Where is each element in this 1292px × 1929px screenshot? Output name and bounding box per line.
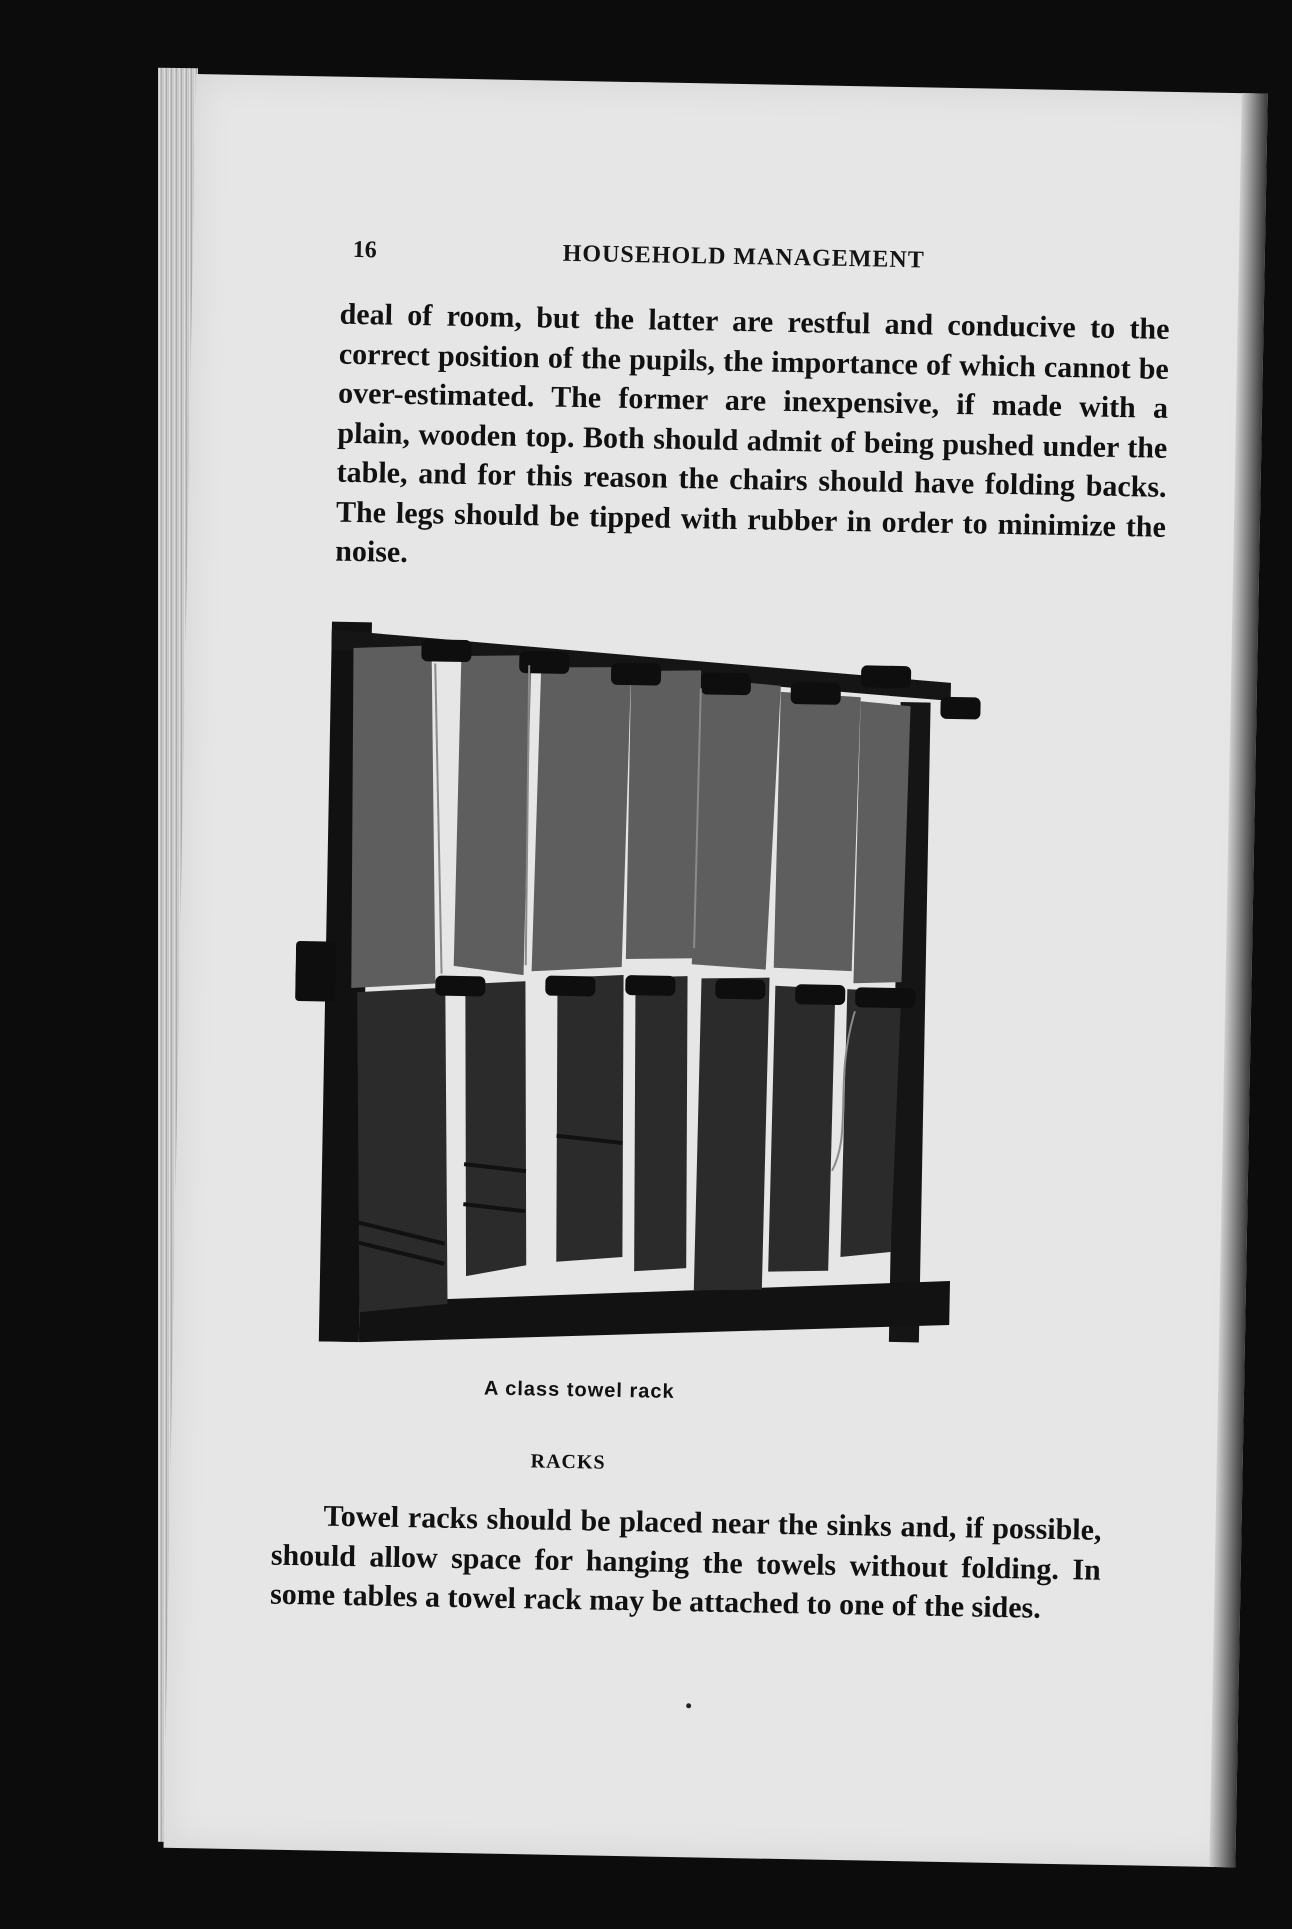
page-shadow-edge bbox=[1209, 93, 1268, 1867]
towel-rack-illustration bbox=[289, 601, 1002, 1354]
ink-speck bbox=[686, 1703, 691, 1708]
page-number: 16 bbox=[352, 236, 378, 264]
towel-rack-photo bbox=[289, 601, 1002, 1354]
paragraph-towel-racks: Towel racks should be placed near the sinks and, if possible, should allow space for hanging the towels without folding. In some tables a towel rack may be attached to one of the sides. bbox=[269, 1499, 1102, 1625]
figure-caption: A class towel rack bbox=[483, 1377, 675, 1403]
section-heading-racks: RACKS bbox=[530, 1450, 606, 1474]
book-page bbox=[163, 74, 1267, 1867]
page-header bbox=[352, 237, 1173, 292]
paragraph-chairs-tables: deal of room, but the latter are restful and conducive to the correct position of the pupils, the importance of which cannot be over-estimated. The former are inexpensive, if made with a plain, wooden top. Both should admit of being pushed under the table, and for this reason the chairs should have folding backs. The legs should be tipped with rubber in order to minimize the noise. bbox=[334, 297, 1170, 569]
running-head: HOUSEHOLD MANAGEMENT bbox=[562, 240, 925, 274]
